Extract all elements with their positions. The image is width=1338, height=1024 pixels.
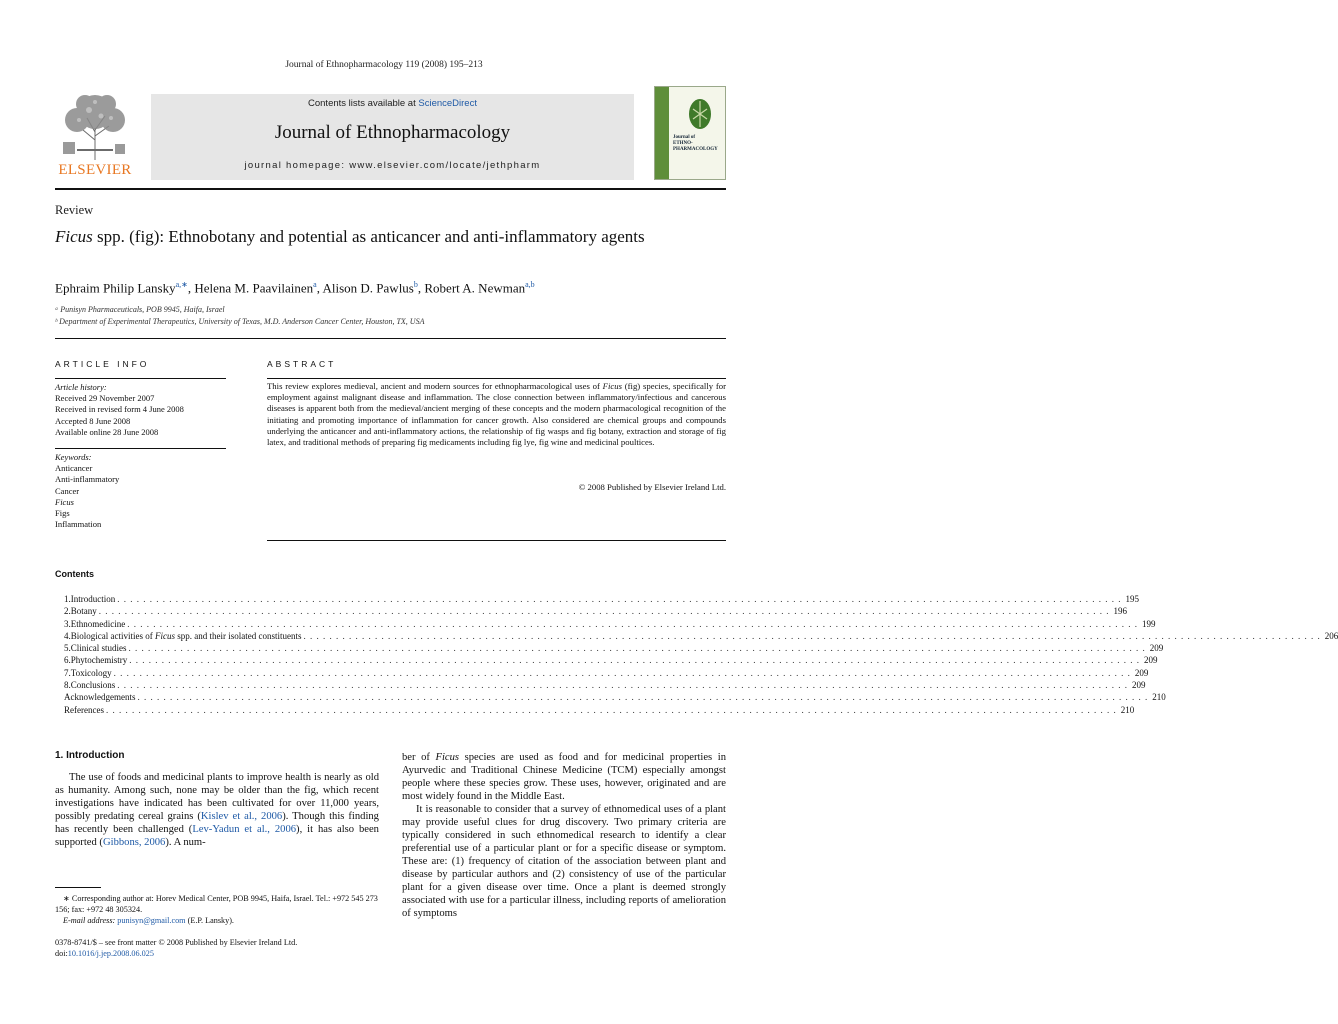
history-entry: Accepted 8 June 2008	[55, 415, 131, 426]
toc-leader: . . . . . . . . . . . . . . . . . . . . . . . . . . . . . . . . . . . . . . . . . . . . . . . . . . . . . . . . . . . . . . . . . . . . . . . . . . . . . . . . . . . . . . . . . . . . . . . . . . . . . . . . . . . . . . . . . . . . . . . . . . . . . . . . . . . . . . . . . . . . . . . . . . . . . . . . . . . .	[105, 704, 1117, 715]
keyword: Ficus	[55, 496, 74, 507]
author-name: Ephraim Philip Lansky	[55, 280, 176, 296]
abstract-copyright: © 2008 Published by Elsevier Ireland Ltd.	[578, 482, 726, 492]
article-info-rule	[55, 378, 226, 379]
publisher-name: ELSEVIER	[58, 162, 132, 178]
author-affiliation-marker[interactable]: a,∗	[175, 280, 188, 289]
toc-leader: . . . . . . . . . . . . . . . . . . . . . . . . . . . . . . . . . . . . . . . . . . . . . . . . . . . . . . . . . . . . . . . . . . . . . . . . . . . . . . . . . . . . . . . . . . . . . . . . . . . . . . . . . . . . . . . . . . . . . . . . . . . . . . . . . . . . . . . . . . . . . . . . . . . . . . . . . . . .	[137, 692, 1149, 703]
toc-leader: . . . . . . . . . . . . . . . . . . . . . . . . . . . . . . . . . . . . . . . . . . . . . . . . . . . . . . . . . . . . . . . . . . . . . . . . . . . . . . . . . . . . . . . . . . . . . . . . . . . . . . . . . . . . . . . . . . . . . . . . . . . . . . . . . . . . . . . . . . . . . . . . . . . . . . . . . . . . .	[128, 643, 1146, 654]
toc-page: 210	[1152, 692, 1166, 703]
toc-entry[interactable]	[55, 680, 1146, 692]
article-title	[55, 226, 695, 248]
toc-entry[interactable]	[55, 655, 1158, 667]
title-rest: spp. (fig): Ethnobotany and potential as anticancer and anti-inflammatory agents	[92, 227, 645, 246]
keywords-rule	[55, 448, 226, 449]
toc-entry[interactable]	[55, 667, 1149, 680]
section-heading: 1. Introduction	[55, 750, 125, 761]
body-text: ber of	[402, 752, 436, 763]
abstract-text-part: This review explores medieval, ancient and modern sources for ethnopharmacological uses of	[267, 381, 603, 391]
keyword: Figs	[55, 508, 70, 519]
footnote	[55, 893, 379, 926]
author-separator: ,	[187, 280, 195, 296]
toc-page: 196	[1113, 606, 1127, 617]
body-text: The use of foods and medicinal plants to improve health is nearly as old as humanity. Among such, none may be older than the fig, which recent investigations have indicated has been cultivated for over 11,000 years, possibly predating cereal grains (	[55, 772, 379, 822]
citation-link[interactable]: Kislev et al., 2006	[200, 811, 283, 822]
toc-leader: . . . . . . . . . . . . . . . . . . . . . . . . . . . . . . . . . . . . . . . . . . . . . . . . . . . . . . . . . . . . . . . . . . . . . . . . . . . . . . . . . . . . . . . . . . . . . . . . . . . . . . . . . . . . . . . . . . . . . . . . . . . . . . . . . . . . . . . . . . . . . . . . . . . . . . . . . . . . .	[113, 667, 1131, 678]
body-genus: Ficus	[435, 752, 460, 763]
corresponding-author-note: ∗ Corresponding author at: Horev Medical Center, POB 9945, Haifa, Israel. Tel.: +972 545 273 156; fax: +972 48 305324.	[55, 894, 378, 914]
cover-text-line-2: ETHNO-	[673, 141, 693, 146]
doi-line	[55, 948, 379, 959]
body-text: species are used as food and for medicinal properties in Ayurvedic and Traditional Chinese Medicine (TCM) especially amongst people where these species grow. These uses, however, originated and are most widely found in the Middle East.	[402, 752, 726, 802]
toc-number: 6.	[64, 655, 71, 666]
header-rule	[55, 188, 726, 190]
body-column-left	[55, 749, 379, 849]
issn-line: 0378-8741/$ – see front matter © 2008 Published by Elsevier Ireland Ltd.	[55, 938, 298, 947]
abstract-text-part: (fig) species, specifically for employment against malignant disease and inflammation. The close connection between inflammatory/infectious and cancerous diseases is apparent both from the medieval/ancient merging of these concepts and the modern pharmacological recognition of the initiating and promoting importance of inflammation for cancer growth. Also considered are chemical groups and compounds underlying the anticancer and anti-inflammatory actions, the relationship of fig wasps and fig botany, extraction and storage of fig latex, and traditional methods of preparing fig medicaments including fig lye, fig wine and medicinal poultices.	[267, 381, 726, 448]
toc-number: 4.	[64, 630, 71, 641]
footnote-rule	[55, 887, 101, 888]
toc-number: 2.	[64, 606, 71, 617]
keyword: Anti-inflammatory	[55, 474, 120, 485]
abstract-rule	[267, 378, 726, 379]
journal-homepage[interactable]: journal homepage: www.elsevier.com/locate/jethpharm	[244, 160, 541, 171]
body-paragraph	[402, 751, 726, 803]
author-affiliation-marker[interactable]: a,b	[525, 280, 535, 289]
article-info-label: ARTICLE INFO	[55, 359, 150, 369]
abstract-label: ABSTRACT	[267, 359, 337, 369]
history-entry: Received 29 November 2007	[55, 393, 155, 404]
front-matter-info	[55, 937, 379, 959]
contents-heading: Contents	[55, 569, 94, 579]
journal-title: Journal of Ethnopharmacology	[274, 122, 511, 143]
toc-leader: . . . . . . . . . . . . . . . . . . . . . . . . . . . . . . . . . . . . . . . . . . . . . . . . . . . . . . . . . . . . . . . . . . . . . . . . . . . . . . . . . . . . . . . . . . . . . . . . . . . . . . . . . . . . . . . . . . . . . . . . . . . . . . . . . . . . . . . . . . . . . . . . . . . . . . . . . . . .	[98, 606, 1110, 617]
body-text: ), it has also been supported (	[55, 824, 379, 848]
toc-title: Conclusions	[70, 680, 116, 691]
citation-link[interactable]: Gibbons, 2006	[102, 837, 166, 848]
toc-leader: . . . . . . . . . . . . . . . . . . . . . . . . . . . . . . . . . . . . . . . . . . . . . . . . . . . . . . . . . . . . . . . . . . . . . . . . . . . . . . . . . . . . . . . . . . . . . . . . . . . . . . . . . . . . . . . . . . . . . . . . . . . . . . . . . . . . . . . . . . . . . . . . . . . . . . . . . . . .	[127, 618, 1138, 629]
toc-leader: . . . . . . . . . . . . . . . . . . . . . . . . . . . . . . . . . . . . . . . . . . . . . . . . . . . . . . . . . . . . . . . . . . . . . . . . . . . . . . . . . . . . . . . . . . . . . . . . . . . . . . . . . . . . . . . . . . . . . . . . . . . . . . . . . . . . . . . . . . . . . . . . . . . . . . . . . . . . .	[303, 630, 1321, 641]
email-link[interactable]: punisyn@gmail.com	[117, 916, 186, 925]
toc-entry[interactable]	[55, 618, 1156, 631]
author-name: Robert A. Newman	[424, 280, 526, 296]
toc-entry[interactable]	[55, 704, 1135, 717]
toc-title: Toxicology	[70, 667, 112, 678]
author-separator: ,	[417, 280, 425, 296]
article-history	[55, 382, 225, 438]
history-entry: Received in revised form 4 June 2008	[55, 404, 184, 415]
citation-link[interactable]: Lev-Yadun et al., 2006	[192, 824, 297, 835]
toc-entry[interactable]	[55, 692, 1166, 704]
cover-text-line-3: PHARMACOLOGY	[673, 147, 718, 152]
email-label: E-mail address:	[63, 916, 118, 925]
email-line	[55, 915, 379, 926]
toc-leader: . . . . . . . . . . . . . . . . . . . . . . . . . . . . . . . . . . . . . . . . . . . . . . . . . . . . . . . . . . . . . . . . . . . . . . . . . . . . . . . . . . . . . . . . . . . . . . . . . . . . . . . . . . . . . . . . . . . . . . . . . . . . . . . . . . . . . . . . . . . . . . . . . . . . . . . . . . .	[117, 594, 1122, 604]
toc-leader: . . . . . . . . . . . . . . . . . . . . . . . . . . . . . . . . . . . . . . . . . . . . . . . . . . . . . . . . . . . . . . . . . . . . . . . . . . . . . . . . . . . . . . . . . . . . . . . . . . . . . . . . . . . . . . . . . . . . . . . . . . . . . . . . . . . . . . . . . . . . . . . . . . . . . . . . . . . .	[117, 680, 1129, 691]
toc-genus: Ficus	[154, 630, 175, 641]
body-paragraph: It is reasonable to consider that a survey of ethnomedical uses of a plant may provide useful clues for drug discovery. Two primary criteria are typically considered in such ethnomedical research to identify a clear preferential use of a particular plant or for a specific disease or symptom. These are: (1) frequency of citation of the association between plant and disease by particular authors and (2) consistency of use of the particular plant for a given disease over time. Once a plant is deemed strongly associated with use for a particular illness, including reports of amelioration of symptoms	[402, 804, 726, 919]
author-name: Alison D. Pawlus	[322, 280, 414, 296]
body-column-right	[402, 751, 726, 920]
toc-page: 210	[1120, 704, 1135, 715]
abstract-bottom-rule	[267, 540, 726, 541]
author-affiliation-marker[interactable]: b	[413, 280, 418, 289]
toc-title: Clinical studies	[70, 643, 127, 654]
affiliation-a: ᵃ Punisyn Pharmaceuticals, POB 9945, Haifa, Israel	[55, 305, 225, 314]
toc-number: 8.	[64, 680, 71, 691]
keyword: Anticancer	[55, 463, 93, 474]
toc-number: 3.	[64, 618, 71, 629]
toc-title: Botany	[70, 606, 97, 617]
author-separator: ,	[316, 280, 323, 296]
abstract-genus: Ficus	[602, 381, 622, 391]
journal-citation: Journal of Ethnopharmacology 119 (2008) 195–213	[285, 60, 483, 70]
toc-page: 209	[1149, 643, 1164, 654]
title-genus: Ficus	[55, 227, 93, 246]
toc-entry[interactable]	[55, 630, 1338, 643]
cover-text	[673, 135, 718, 153]
toc-number: 1.	[64, 594, 71, 604]
toc-number: 5.	[64, 643, 71, 654]
toc-entry[interactable]	[55, 606, 1127, 618]
section-rule	[55, 338, 726, 339]
abstract-text	[267, 381, 726, 448]
history-entry: Available online 28 June 2008	[55, 426, 159, 437]
toc-number: 7.	[64, 667, 71, 678]
toc-title: References	[64, 704, 104, 715]
journal-cover-thumbnail	[654, 86, 726, 180]
contents-availability	[151, 98, 634, 109]
toc-leader: . . . . . . . . . . . . . . . . . . . . . . . . . . . . . . . . . . . . . . . . . . . . . . . . . . . . . . . . . . . . . . . . . . . . . . . . . . . . . . . . . . . . . . . . . . . . . . . . . . . . . . . . . . . . . . . . . . . . . . . . . . . . . . . . . . . . . . . . . . . . . . . . . . . . . . . . . . . .	[129, 655, 1140, 666]
toc-page: 209	[1134, 667, 1149, 678]
doi-prefix: doi:	[55, 949, 68, 958]
keywords-heading: Keywords:	[55, 452, 92, 462]
author-name: Helena M. Paavilainen	[194, 280, 314, 296]
contents-prefix: Contents lists available at	[308, 98, 419, 109]
affiliation-b: ᵇ Department of Experimental Therapeutics, University of Texas, M.D. Anderson Cancer Center, Houston, TX, USA	[55, 317, 425, 326]
history-heading: Article history:	[55, 382, 107, 392]
toc-page: 209	[1144, 655, 1158, 666]
toc-title: Ethnomedicine	[70, 618, 126, 629]
email-suffix: (E.P. Lansky).	[185, 916, 234, 925]
toc-title: Introduction	[70, 594, 116, 604]
keyword: Cancer	[55, 485, 80, 496]
cover-text-line-1: Journal of	[673, 135, 696, 140]
body-text: ). A num-	[165, 837, 206, 848]
masthead	[55, 84, 726, 182]
body-paragraph	[55, 771, 379, 849]
toc-entry[interactable]	[55, 594, 1139, 606]
article-type: Review	[55, 203, 94, 217]
toc-title: Phytochemistry	[70, 655, 128, 666]
toc-page: 199	[1141, 618, 1156, 629]
sciencedirect-link[interactable]: ScienceDirect	[418, 98, 477, 109]
keyword: Inflammation	[55, 519, 102, 530]
keywords-block	[55, 452, 225, 530]
cover-emblem-icon	[685, 97, 715, 131]
cover-band	[655, 87, 669, 179]
journal-banner	[151, 94, 634, 180]
toc-entry[interactable]	[55, 643, 1164, 655]
author-list	[55, 280, 535, 296]
toc-title: Acknowledgements	[64, 692, 136, 703]
doi-link[interactable]: 10.1016/j.jep.2008.06.025	[67, 949, 154, 958]
toc-page: 209	[1132, 680, 1146, 691]
author-affiliation-marker[interactable]: a	[313, 280, 317, 289]
toc-page: 206	[1324, 630, 1338, 641]
toc-title: Biological activities of Ficus spp. and their isolated constituents	[70, 630, 302, 641]
body-text: ). Though this finding has recently been challenged (	[55, 811, 379, 835]
table-of-contents	[55, 594, 1338, 717]
toc-page: 195	[1125, 594, 1139, 604]
